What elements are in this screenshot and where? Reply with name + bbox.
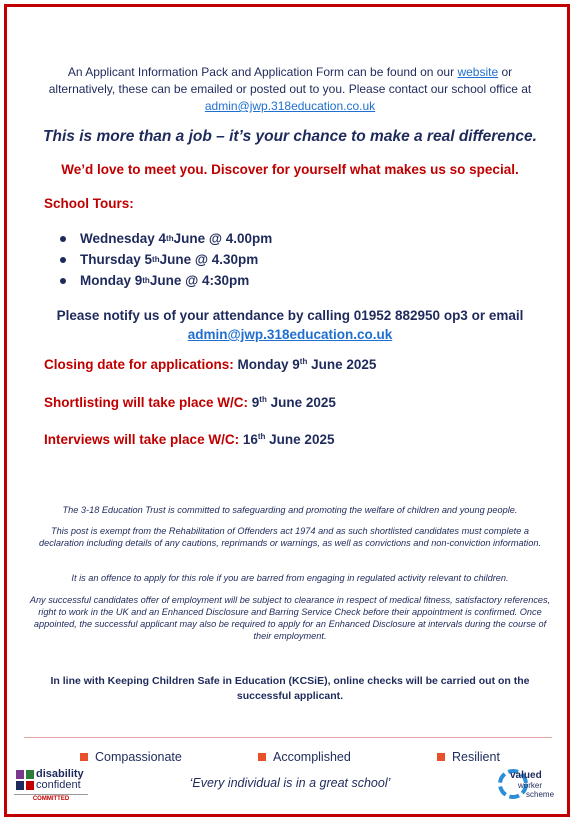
- rehabilitation-statement: This post is exempt from the Rehabilitation of Offenders act 1974 and as such shortlisted candidates must complete a declaration including details of any cautions, reprimands or warnings, as well as convictions and non-conviction information.: [38, 526, 541, 548]
- barred-statement: It is an offence to apply for this role if you are barred from engaging in regulated activity relevant to children.: [71, 573, 509, 583]
- tour-item: Thursday 5 th June @ 4.30pm: [60, 249, 272, 270]
- bullet-icon: [60, 257, 66, 263]
- square-bullet-icon: [258, 753, 266, 761]
- closing-date: Closing date for applications: Monday 9th June 2025: [44, 357, 377, 372]
- bullet-icon: [60, 236, 66, 242]
- shortlisting-date: Shortlisting will take place W/C: 9th June 2025: [44, 395, 336, 410]
- safeguarding-statement: The 3-18 Education Trust is committed to safeguarding and promoting the welfare of children and young people.: [62, 505, 518, 515]
- value-accomplished: Accomplished: [258, 750, 351, 764]
- tour-item: Monday 9 th June @ 4:30pm: [60, 270, 272, 291]
- motto: ‘Every individual is in a great school’: [189, 776, 391, 790]
- intro-text-2: or: [498, 65, 513, 79]
- value-resilient: Resilient: [437, 750, 500, 764]
- clearance-statement: Any successful candidates offer of employment will be subject to clearance in respect of medical fitness, satisfactory references, right to work in the UK and an Enhanced Disclosure and Barring Service Check before their appointment is confirmed. Once appointed, the successful applicant may also be required to apply for an Enhanced Disclosure at intervals during the course of their employment.: [29, 595, 551, 641]
- notify-paragraph: [20, 306, 560, 344]
- square-bullet-icon: [80, 753, 88, 761]
- square-bullet-icon: [437, 753, 445, 761]
- notify-text: Please notify us of your attendance by calling 01952 882950 op3 or email: [56, 308, 524, 323]
- kcsie-statement: In line with Keeping Children Safe in Education (KCSiE), online checks will be carried out on the successful applicant.: [50, 675, 530, 702]
- intro-text-1: An Applicant Information Pack and Application Form can be found on our: [67, 65, 458, 79]
- tour-list: [60, 228, 272, 291]
- meet-heading: We’d love to meet you. Discover for yourself what makes us so special.: [61, 162, 519, 177]
- valued-worker-scheme-logo: valued worker scheme: [496, 762, 560, 806]
- intro-text-3: alternatively, these can be emailed or posted out to you. Please contact our school office at: [48, 82, 532, 96]
- notify-email-link[interactable]: admin@jwp.318education.co.uk: [187, 327, 393, 342]
- tagline: This is more than a job – it’s your chance to make a real difference.: [43, 128, 537, 145]
- value-compassionate: Compassionate: [80, 750, 182, 764]
- footer-divider: [24, 737, 552, 738]
- website-link[interactable]: website: [457, 65, 499, 79]
- disability-confident-icon: [16, 770, 34, 790]
- disability-confident-logo: disability confident COMMITTED: [14, 768, 88, 804]
- bullet-icon: [60, 278, 66, 284]
- intro-email-link[interactable]: admin@jwp.318education.co.uk: [204, 99, 376, 113]
- intro-paragraph: [30, 64, 550, 115]
- tour-item: Wednesday 4 th June @ 4.00pm: [60, 228, 272, 249]
- school-tours-heading: School Tours:: [44, 196, 134, 211]
- interview-date: Interviews will take place W/C: 16th June 2025: [44, 432, 335, 447]
